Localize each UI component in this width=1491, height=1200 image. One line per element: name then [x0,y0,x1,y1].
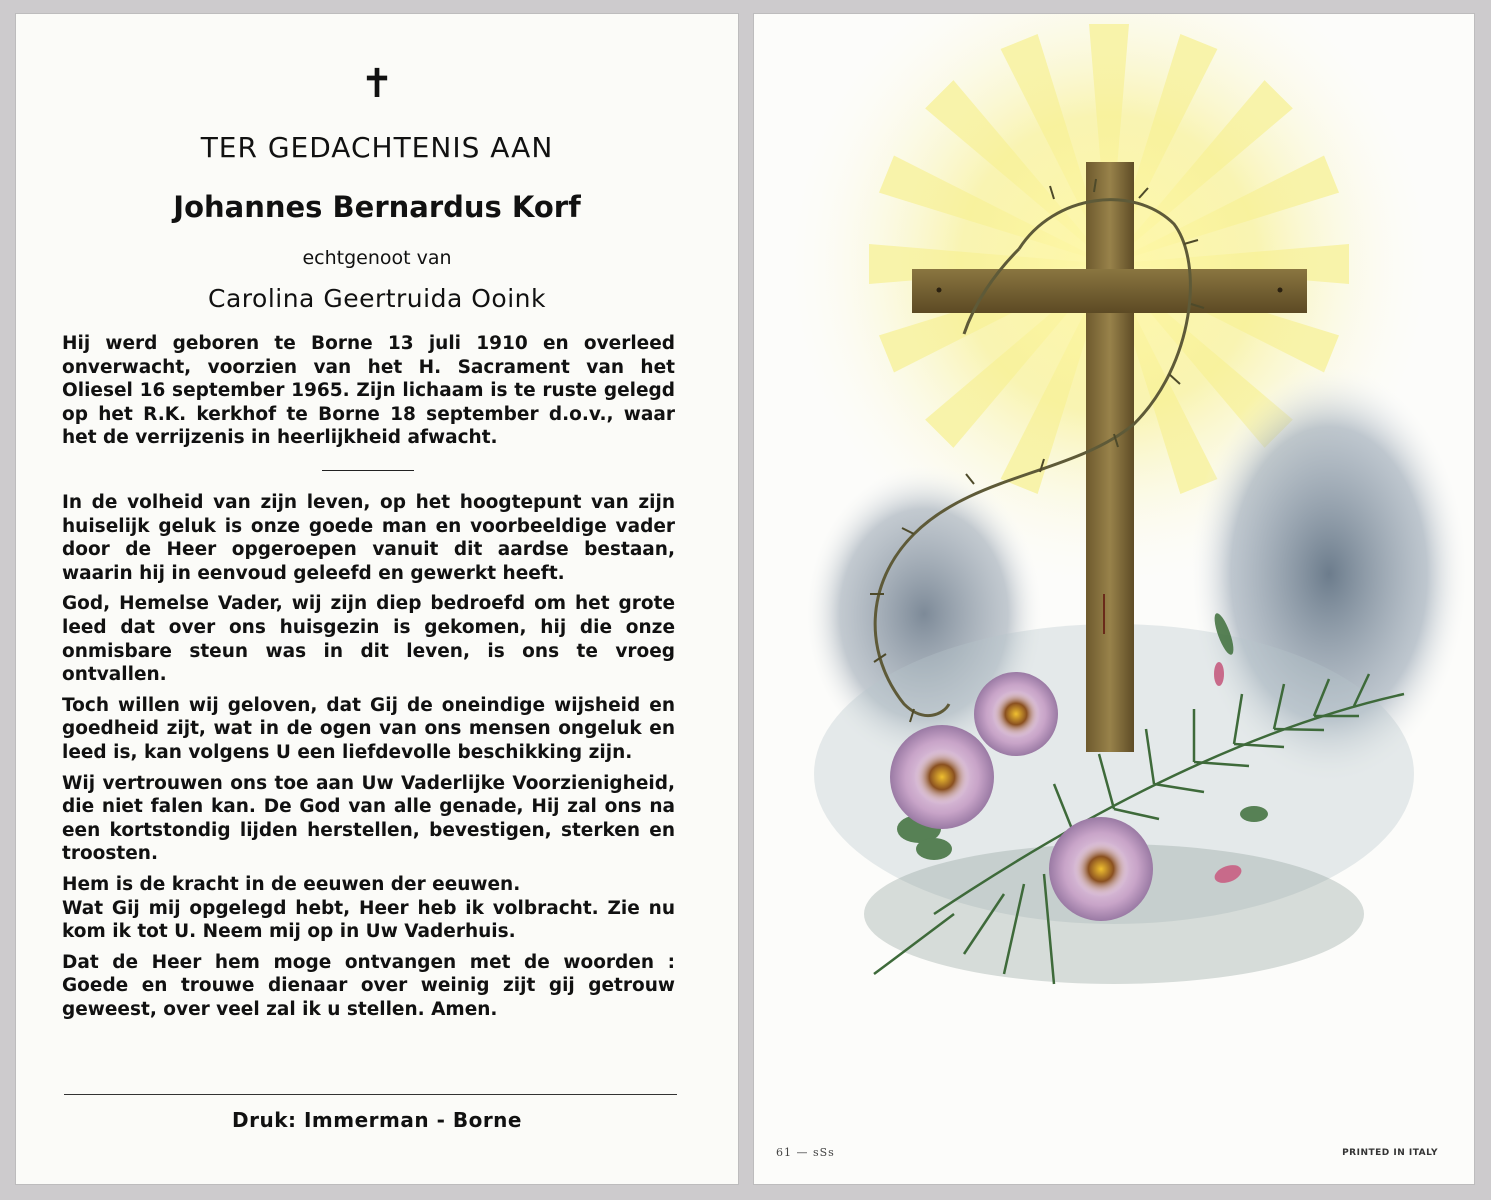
printed-in-label: PRINTED IN ITALY [1342,1148,1438,1158]
memorial-card-text-side [16,14,738,1184]
spouse-name: Carolina Geertruida Ooink [208,284,546,313]
prayer-paragraph-7: Dat de Heer hem moge ontvangen met de woorden : Goede en trouwe dienaar over weinig zijt gij getrouw geweest, over veel zal ik u stellen. Amen. [62,951,675,1020]
cross-symbol: ✝ [360,61,394,107]
prayer-paragraph-5: Hem is de kracht in de eeuwen der eeuwen. [62,873,521,895]
pansy-flower [974,672,1058,756]
deceased-name: Johannes Bernardus Korf [173,190,581,224]
spouse-label: echtgenoot van [302,247,452,269]
prayer-text [62,491,675,1028]
prayer-paragraph-4: Wij vertrouwen ons toe aan Uw Vaderlijke Voorzienigheid, die niet falen kan. De God van alle genade, Hij zal ons na een kortstondig lijden herstellen, bevestigen, sterken en troosten. [62,772,675,865]
separator-short [322,470,414,471]
card-code: 61 — sSs [776,1146,835,1159]
prayer-paragraph-2: God, Hemelse Vader, wij zijn diep bedroefd om het grote leed dat over ons huisgezin is gekomen, hij die onze onmisbare steun was in dit leven, is ons te vroeg ontvallen. [62,593,675,686]
prayer-paragraph-6: Wat Gij mij opgelegd hebt, Heer heb ik volbracht. Zie nu kom ik tot U. Neem mij op in Uw Vaderhuis. [62,897,675,943]
printer-credit: Druk: Immerman - Borne [232,1108,522,1132]
biography-paragraph [62,332,675,450]
prayer-paragraph-3: Toch willen wij geloven, dat Gij de oneindige wijsheid en goedheid zijt, wat in de ogen van ons mensen ongeluk en leed is, kan volgens U een liefdevolle beschikking zijn. [62,694,675,763]
pansy-flower [890,725,994,829]
memorial-card-image-side [754,14,1474,1184]
separator-long [64,1094,677,1095]
cross-flowers-illustration [754,14,1474,1184]
memorial-heading: TER GEDACHTENIS AAN [200,131,554,164]
biography-text: Hij werd geboren te Borne 13 juli 1910 en overleed onverwacht, voorzien van het H. Sacrament van het Oliesel 16 september 1965. Zijn lichaam is te ruste gelegd op het R.K. kerkhof te Borne 18 september d.o.v., waar het de verrijzenis in heerlijkheid afwacht. [62,333,675,449]
prayer-paragraph-1: In de volheid van zijn leven, op het hoogtepunt van zijn huiselijk geluk is onze goede man en voorbeeldige vader door de Heer opgeroepen vanuit dit aardse bestaan, waarin hij in eenvoud geleefd en gewerkt heeft. [62,492,675,584]
pansy-flower [1049,817,1153,921]
